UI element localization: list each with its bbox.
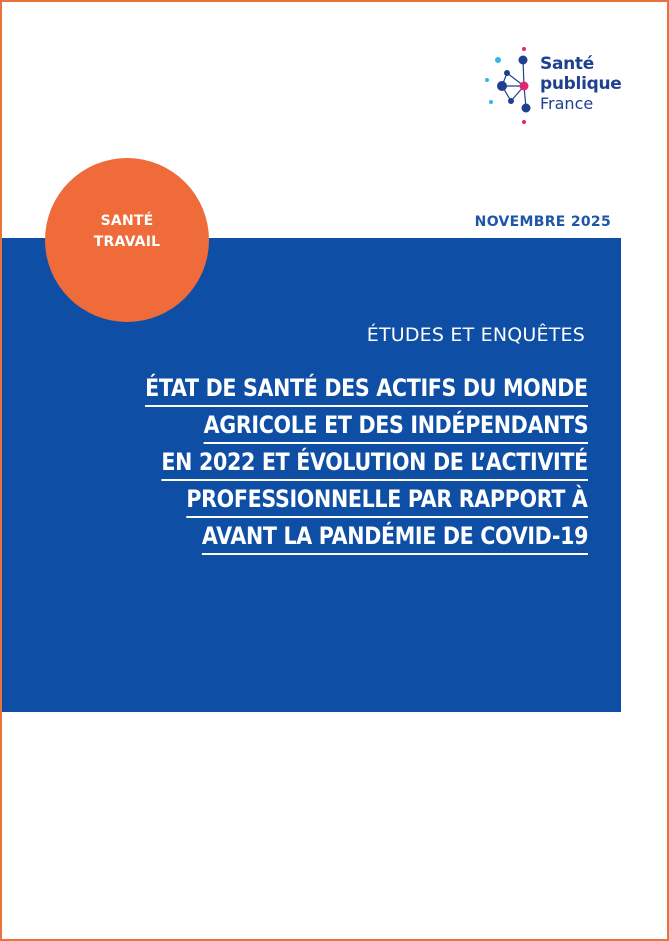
title-line-4: PROFESSIONNELLE PAR RAPPORT À <box>187 482 588 518</box>
category-line-1: SANTÉ <box>100 213 154 229</box>
report-title <box>73 371 588 556</box>
logo-line-sante: Santé <box>540 54 594 74</box>
title-line-2: AGRICOLE ET DES INDÉPENDANTS <box>203 408 588 444</box>
title-line-3: EN 2022 ET ÉVOLUTION DE L’ACTIVITÉ <box>162 445 588 481</box>
title-line-1: ÉTAT DE SANTÉ DES ACTIFS DU MONDE <box>145 371 588 407</box>
logo-wordmark <box>540 54 622 114</box>
logo-line-publique: publique <box>540 74 622 94</box>
title-line-5: AVANT LA PANDÉMIE DE COVID-19 <box>202 519 588 555</box>
logo-line-france: France <box>540 94 594 113</box>
report-type: ÉTUDES ET ENQUÊTES <box>366 324 585 346</box>
publication-date: NOVEMBRE 2025 <box>474 214 611 230</box>
category-line-2: TRAVAIL <box>93 234 161 250</box>
category-badge <box>45 158 209 322</box>
molecule-logo-icon <box>484 46 536 128</box>
sante-publique-france-logo <box>484 46 634 128</box>
